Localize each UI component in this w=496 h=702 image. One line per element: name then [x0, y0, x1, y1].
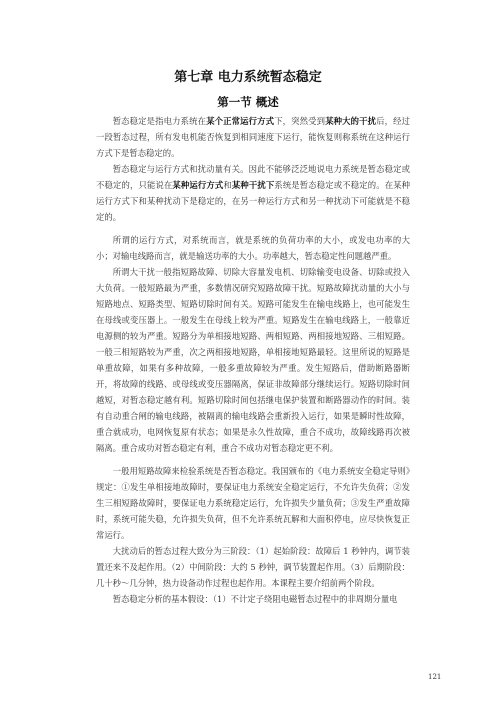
paragraph-large-disturbance: 所谓大干扰一般指短路故障、切除大容量发电机、切除输变电设备、切除或投入大负荷。一般短路最为严重，多数情况研究短路故障干扰。短路故障扰动量的大小与短路地点、短路类型、短路切除时间有关。短路可能发生在输电线路上，也可能发生在母线或变压器上。一般发生在母线上较为严重。短路发生在输电线路上，一般靠近电源侧的较为严重。短路分为单相接地短路、两相短路、两相接地短路、三相短路。一般三相短路较为严重，次之两相接地短路，单相接地短路最轻。这里所说的短路是单重故障，如果有多种故障，一般多重故障较为严重。发生短路后，借助断路器断开，将故障的线路、或母线或变压器隔离，保证非故障部分继续运行。短路切除时间越短，对暂态稳定越有利。短路切除时间包括继电保护装置和断路器动作的时间。装有自动重合闸的输电线路，被隔离的输电线路会重新投入运行，如果是瞬时性故障，重合就成功，电网恢复原有状态；如果是永久性故障，重合不成功，故障线路再次被隔离。重合成功对暂态稳定有利，重合不成功对暂态稳定更不利。 — [96, 267, 410, 453]
highlight-large-disturbance: 某种大的干扰 — [325, 116, 377, 126]
highlight-operation-mode: 某种运行方式 — [172, 180, 224, 190]
text-run: 后，经过一段暂态过程，所有发电机能否恢复到相同速度下运行，能恢复则称系统在这种运行方式下是暂态稳定的。 — [96, 116, 411, 158]
text-run: 暂态稳定与运行方式和扰动量有关。因此不能够泛泛地说电力系统是暂态稳定或不稳定的，只能说在 — [96, 164, 410, 190]
paragraph-operation-mode: 所谓的运行方式，对系统而言，就是系统的负荷功率的大小，或发电功率的大小；对输电线路而言，就是输送功率的大小。功率越大，暂态稳定性问题越严重。 — [96, 235, 410, 261]
paragraph-dependency — [96, 161, 410, 225]
highlight-normal-operation: 某个正常运行方式 — [206, 116, 275, 126]
body-text — [96, 113, 410, 607]
text-run: 下，突然受到 — [274, 116, 326, 126]
highlight-disturbance: 某种干扰下 — [231, 180, 275, 190]
paragraph-assumptions: 暂态稳定分析的基本假设：（1）不计定子绕阻电磁暂态过程中的非周期分量电 — [112, 594, 398, 604]
chapter-title: 第七章 电力系统暂态稳定 — [174, 70, 322, 85]
paragraph-guideline: 一般用短路故障来检验系统是否暂态稳定。我国颁布的《电力系统安全稳定导则》规定：①发生单相接地故障时，要保证电力系统安全稳定运行，不允许失负荷；②发生三相短路故障时，要保证电力系统稳定运行，允许损失少量负荷；③发生严重故障时，系统可能失稳，允许损失负荷，但不允许系统瓦解和大面积停电，应尽快恢复正常运行。 — [96, 466, 410, 540]
text-run: 系统是暂态稳定或不稳定的。在某种运行方式下和某种扰动下是稳定的，在另一种运行方式和另一种扰动下可能就是不稳定的。 — [96, 180, 411, 222]
paragraph-definition — [96, 113, 410, 161]
text-run: 暂态稳定是指电力系统在 — [112, 116, 207, 126]
paragraph-stages: 大扰动后的暂态过程大致分为三阶段：（1）起始阶段：故障后 1 秒钟内，调节装置还来不及起作用。（2）中间阶段：大约 5 秒钟，调节装置起作用。（3）后期阶段：几十秒～几分钟，热力设备动作过程也起作用。本课程主要介绍前两个阶段。 — [96, 546, 410, 588]
page-number: 121 — [428, 673, 442, 681]
text-run: 和 — [223, 180, 232, 190]
section-title: 第一节 概述 — [217, 95, 279, 109]
